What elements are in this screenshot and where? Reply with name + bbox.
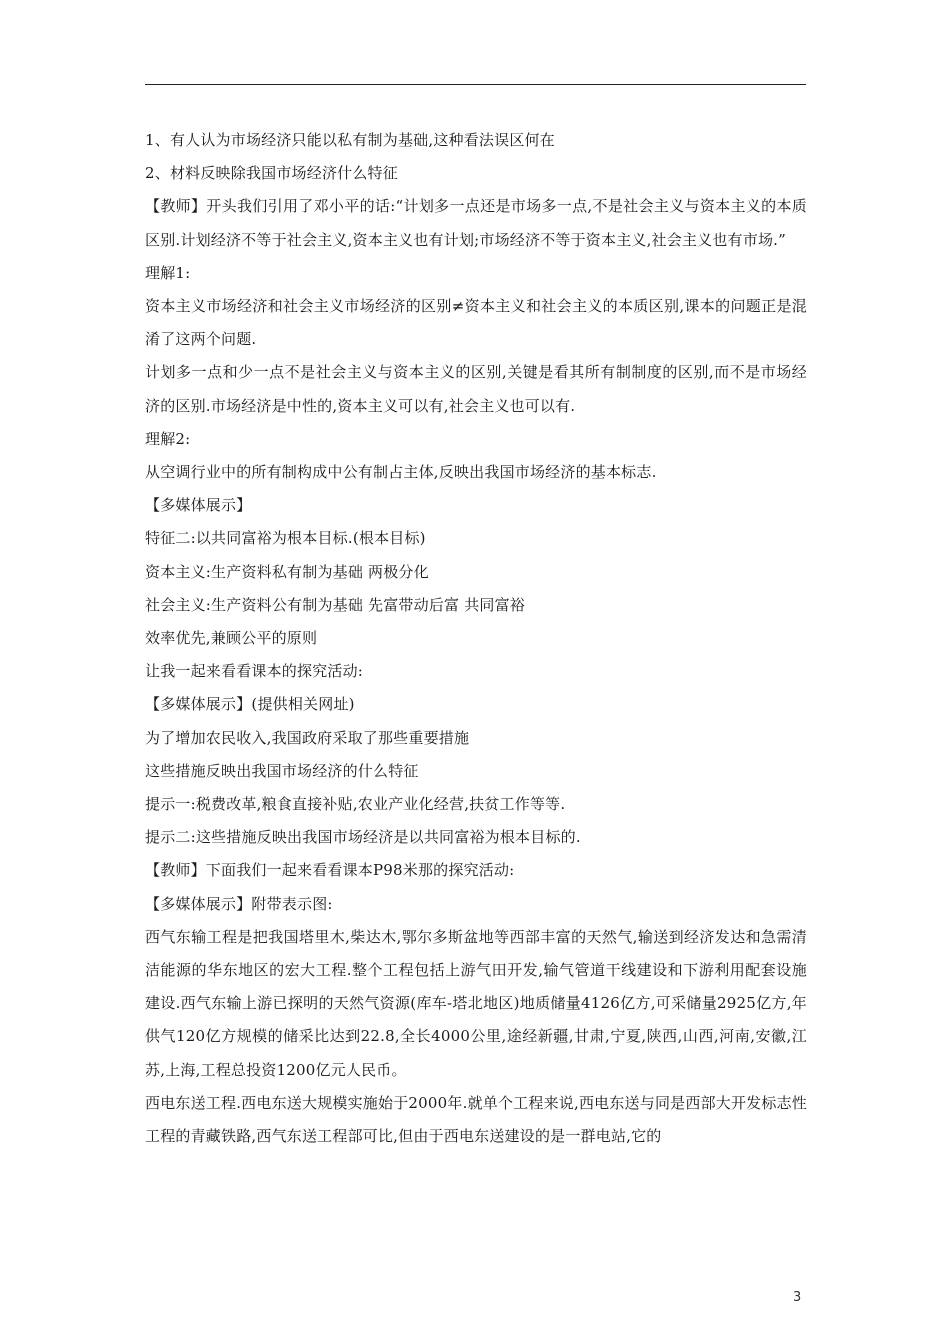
paragraph: 【教师】开头我们引用了邓小平的话:“计划多一点还是市场多一点,不是社会主义与资本主义的本质区别.计划经济不等于社会主义,资本主义也有计划;市场经济不等于资本主义,社会主义也有市场.” <box>145 197 807 249</box>
paragraph: 效率优先,兼顾公平的原则 <box>145 629 318 648</box>
paragraph: 【教师】下面我们一起来看看课本P98米那的探究活动: <box>145 861 515 880</box>
paragraph: 提示一:税费改革,粮食直接补贴,农业产业化经营,扶贫工作等等. <box>145 795 566 814</box>
paragraph: 为了增加农民收入,我国政府采取了那些重要措施 <box>145 728 470 747</box>
paragraph: 1、有人认为市场经济只能以私有制为基础,这种看法误区何在 <box>145 131 555 149</box>
paragraph: 这些措施反映出我国市场经济的什么特征 <box>145 761 419 780</box>
paragraph: 计划多一点和少一点不是社会主义与资本主义的区别,关键是看其所有制制度的区别,而不是市场经济的区别.市场经济是中性的,资本主义可以有,社会主义也可以有. <box>145 363 807 415</box>
paragraph: 【多媒体展示】(提供相关网址) <box>145 695 355 714</box>
paragraph: 理解2: <box>145 429 191 448</box>
paragraph: 提示二:这些措施反映出我国市场经济是以共同富裕为根本目标的. <box>145 828 581 847</box>
paragraph: 理解1: <box>145 263 191 282</box>
paragraph: 2、材料反映除我国市场经济什么特征 <box>145 164 398 183</box>
paragraph: 特征二:以共同富裕为根本目标.(根本目标) <box>145 529 426 548</box>
paragraph: 资本主义:生产资料私有制为基础 两极分化 <box>145 562 429 581</box>
paragraph: 【多媒体展示】附带表示图: <box>145 894 333 913</box>
paragraph: 西气东输工程是把我国塔里木,柴达木,鄂尔多斯盆地等西部丰富的天然气,输送到经济发达和急需清洁能源的华东地区的宏大工程.整个工程包括上游气田开发,输气管道干线建设和下游利用配套设施建设.西气东输上游已探明的天然气资源(库车-塔北地区)地质储量4126亿方,可采储量2925亿方,年供气120亿方规模的储采比达到22.8,全长4000公里,途经新疆,甘肃,宁夏,陕西,山西,河南,安徽,江苏,上海,工程总投资1200亿元人民币。 <box>145 927 808 1079</box>
paragraph: 西电东送工程.西电东送大规模实施始于2000年.就单个工程来说,西电东送与同是西部大开发标志性工程的青藏铁路,西气东送工程部可比,但由于西电东送建设的是一群电站,它的 <box>145 1093 807 1146</box>
paragraph: 从空调行业中的所有制构成中公有制占主体,反映出我国市场经济的基本标志. <box>145 463 657 482</box>
paragraph: 【多媒体展示】 <box>145 496 252 515</box>
paragraph: 资本主义市场经济和社会主义市场经济的区别≠资本主义和社会主义的本质区别,课本的问题正是混淆了这两个问题. <box>145 297 807 349</box>
paragraph: 社会主义:生产资料公有制为基础 先富带动后富 共同富裕 <box>145 595 525 614</box>
paragraph: 让我一起来看看课本的探究活动: <box>145 662 364 681</box>
document-body <box>145 124 807 1153</box>
page-number: 3 <box>793 1290 802 1305</box>
header-rule <box>145 84 806 85</box>
